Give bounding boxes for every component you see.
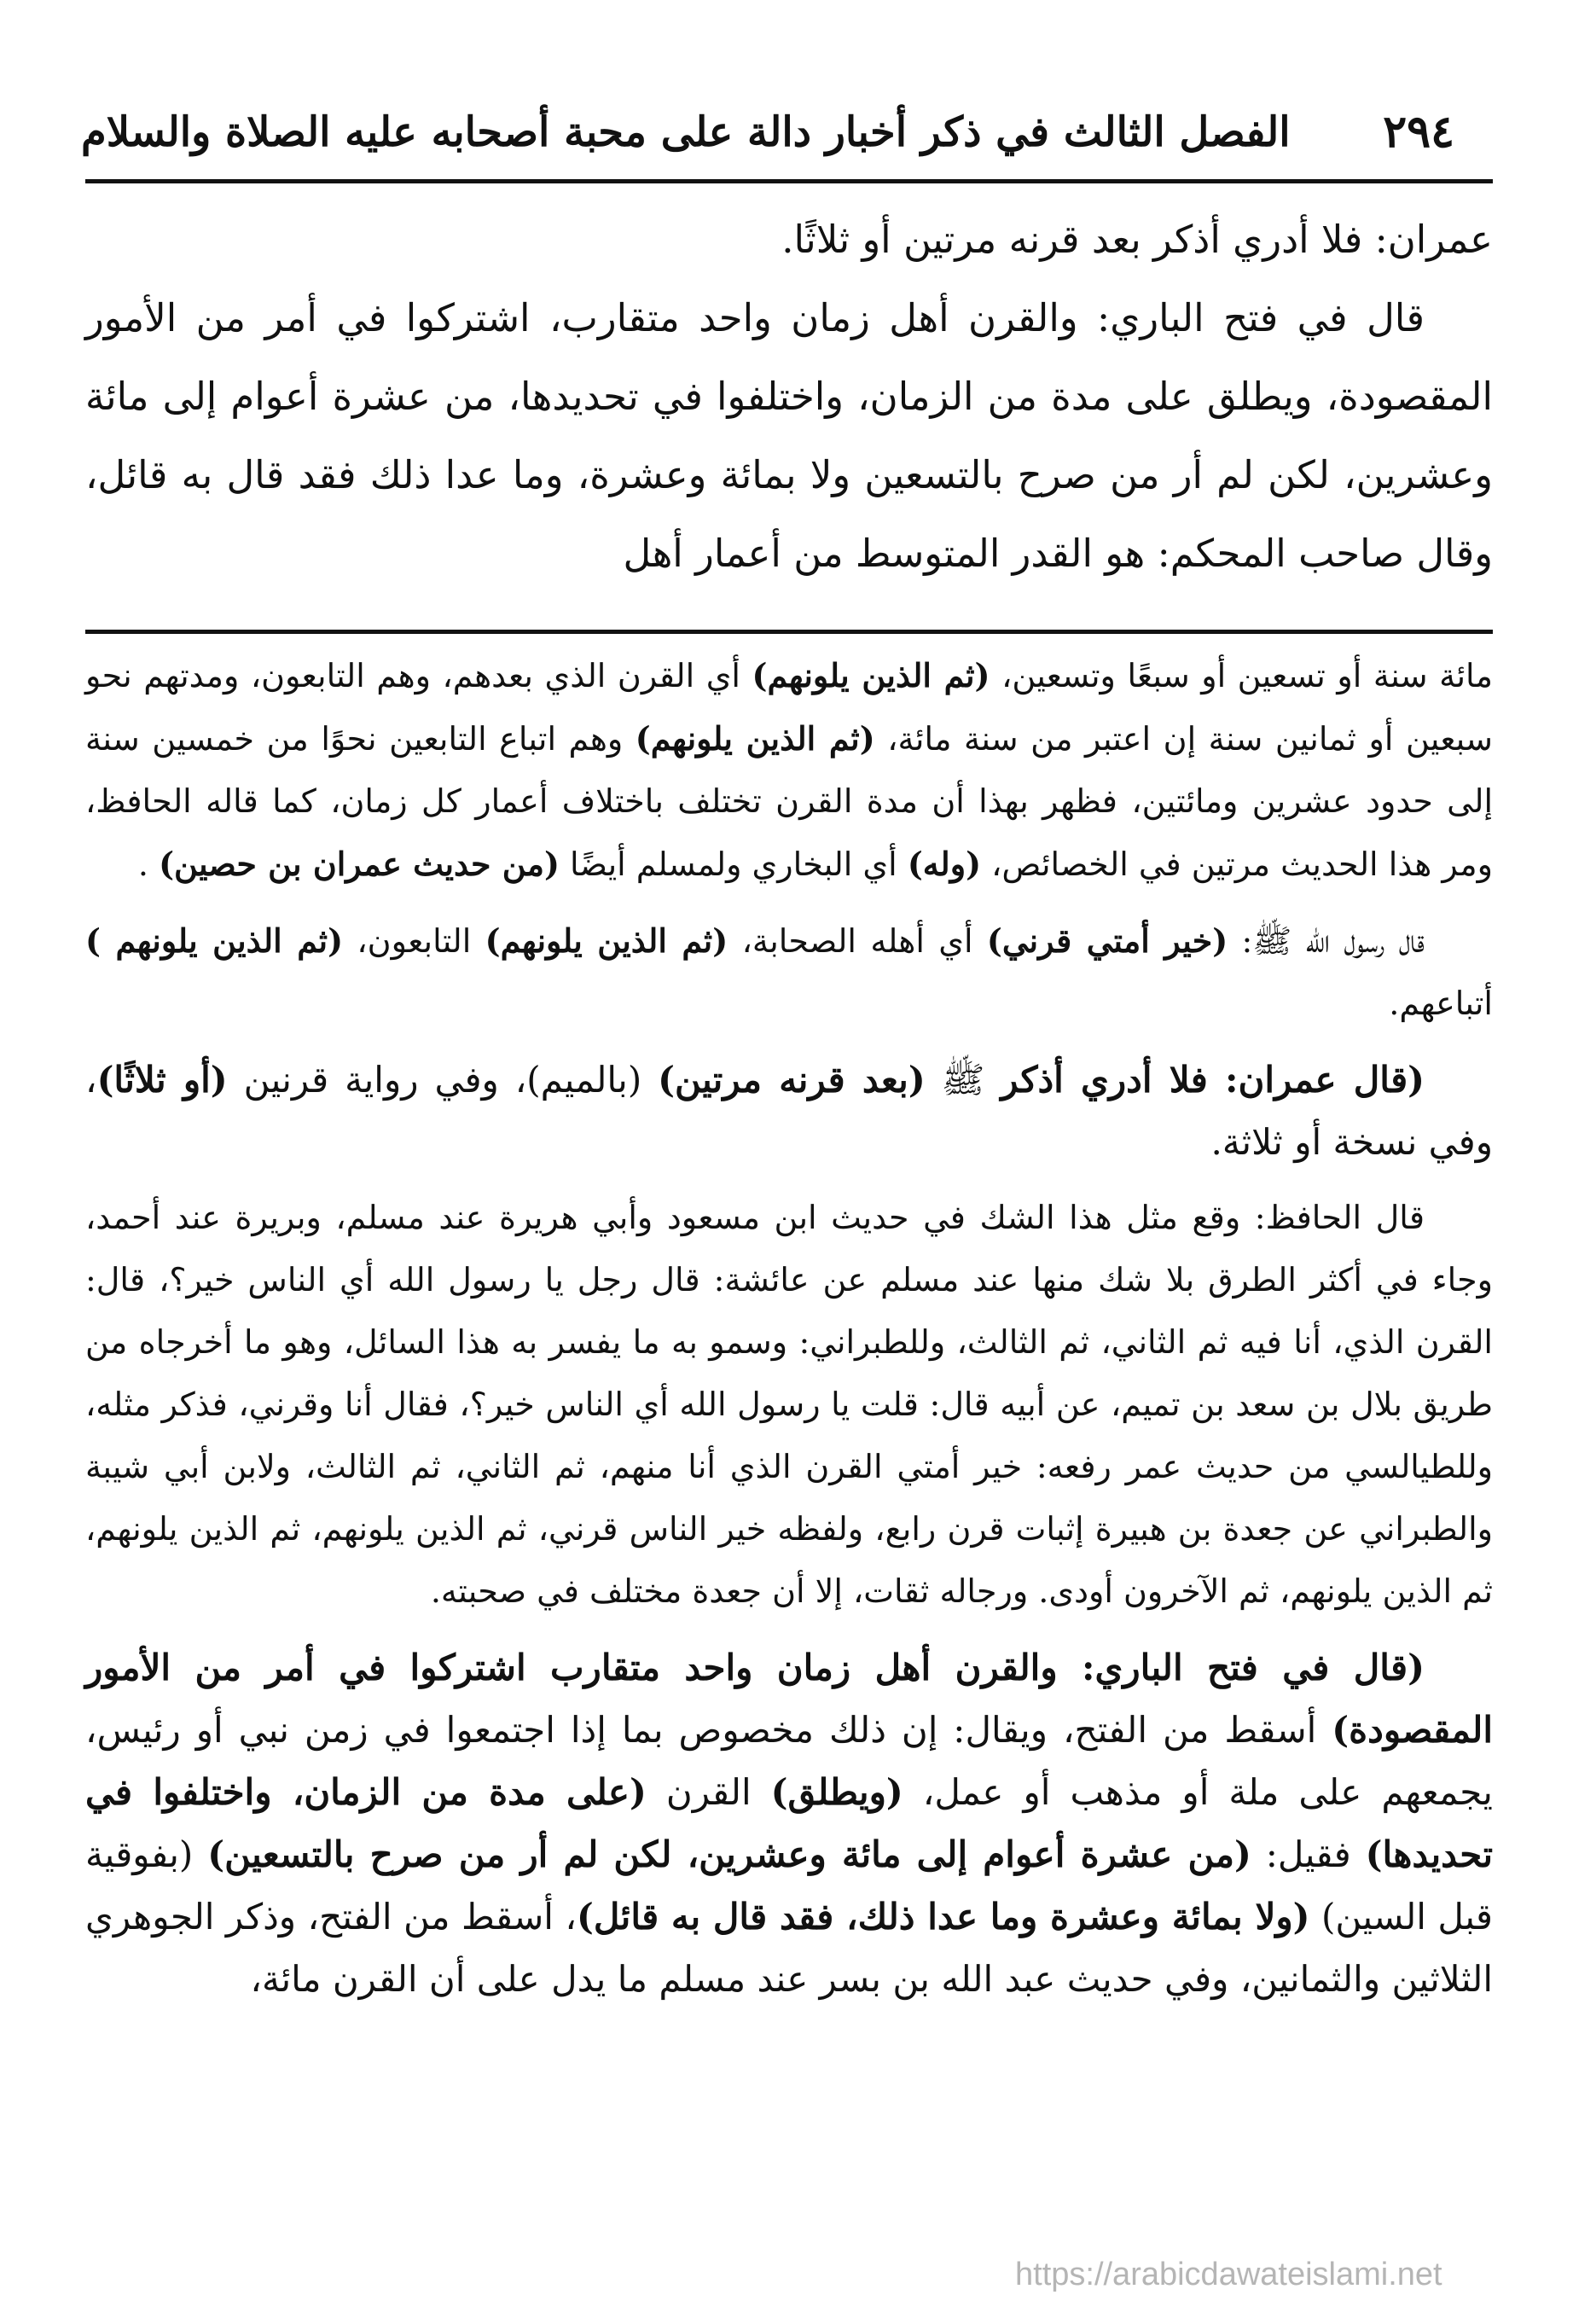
commentary-paragraph-1	[85, 644, 1493, 896]
quoted-phrase: (خير أمتي قرني)	[986, 921, 1228, 960]
text-run: (بفوقية قبل السين)	[85, 1833, 1493, 1938]
text-run: أي البخاري ولمسلم أيضًا	[559, 845, 908, 883]
quoted-phrase: (وله)	[907, 845, 982, 883]
text-run: أي أهله الصحابة،	[728, 922, 987, 960]
text-run: قال رسول الله ﷺ:	[1228, 922, 1425, 960]
quoted-phrase: (من حديث عمران بن حصين)	[159, 845, 560, 883]
main-text	[85, 200, 1493, 619]
main-paragraph-1: عمران: فلا أدري أذكر بعد قرنه مرتين أو ثلاثًا.	[781, 217, 1493, 262]
running-title: الفصل الثالث في ذكر أخبار دالة على محبة أصحابه عليه الصلاة والسلام	[81, 108, 1291, 156]
commentary-paragraph-5	[85, 1636, 1493, 2010]
quoted-phrase: (بعد قرنه مرتين)	[658, 1059, 926, 1101]
text-run: أي القرن الذي بعدهم، وهم التابعون، ومدتهم نحو سبعين أو ثمانين سنة إن اعتبر من سنة مائة،	[85, 657, 1493, 758]
text-run: مائة سنة أو تسعين أو سبعًا وتسعين،	[990, 657, 1493, 694]
text-run: القرن	[646, 1771, 771, 1813]
quoted-phrase: (أو ثلاثًا)	[96, 1059, 228, 1101]
quoted-phrase: (ثم الذين يلونهم)	[752, 656, 990, 694]
text-run: (بالميم)، وفي رواية قرنين	[227, 1059, 659, 1101]
text-run: ، وفي نسخة أو ثلاثة.	[85, 1059, 1493, 1163]
text-run: ، أسقط من الفتح، وذكر الجوهري الثلاثين والثمانين، وفي حديث عبد الله بن بسر عند مسلم ما يدل على أن القرن مائة،	[85, 1896, 1493, 2000]
quoted-phrase: (قال في فتح الباري: والقرن أهل زمان واحد متقارب اشتركوا في أمر من الأمور المقصودة)	[85, 1647, 1493, 1751]
commentary-paragraph-3	[85, 1049, 1493, 1173]
quoted-phrase: (قال عمران: فلا أدري أذكر	[1001, 1059, 1425, 1101]
quoted-phrase: (من عشرة أعوام إلى مائة وعشرين، لكن لم أر من صرح بالتسعين)	[207, 1833, 1251, 1875]
quoted-phrase: (على مدة من الزمان، واختلفوا في تحديدها)	[85, 1771, 1494, 1875]
commentary-rule	[85, 630, 1493, 634]
commentary-paragraph-4: قال الحافظ: وقع مثل هذا الشك في حديث ابن مسعود وأبي هريرة عند مسلم، وبريرة عند أحمد، وجاء في أكثر الطرق بلا شك منها عند مسلم عن عائشة: قال رجل يا رسول الله أي الناس خير؟، قال: القرن الذي، أنا فيه ثم الثاني، ثم الثالث، وللطبراني: وسمو به ما يفسر به هذا السائل، وهو ما أخرجاه من طريق بلال بن سعد بن تميم، عن أبيه قال: قلت يا رسول الله أي الناس خير؟، فقال أنا وقرني، فذكر مثله، وللطيالسي من حديث عمر رفعه: خير أمتي القرن الذي أنا منهم، ثم الثاني، ثم الثالث، ولابن أبي شيبة والطبراني عن جعدة بن هبيرة إثبات قرن رابع، ولفظه خير الناس قرني، ثم الذين يلونهم، ثم الذين يلونهم، ثم الذين يلونهم، ثم الآخرون أودى. ورجاله ثقات، إلا أن جعدة مختلف في صحبته.	[85, 1199, 1493, 1610]
quoted-phrase: (ثم الذين يلونهم)	[485, 921, 728, 960]
header-rule	[85, 179, 1493, 183]
text-run: أسقط من الفتح، ويقال: إن ذلك مخصوص بما إذا اجتمعوا في زمن نبي أو رئيس، يجمعهم على ملة أو مذهب أو عمل،	[85, 1709, 1493, 1813]
page-header	[81, 94, 1480, 175]
commentary-paragraph-2	[85, 909, 1493, 1035]
watermark-url: https://arabicdawateislami.net	[1015, 2257, 1442, 2292]
quoted-phrase: (ويطلق)	[770, 1771, 903, 1813]
text-run: ﷺ	[925, 1059, 1001, 1101]
quoted-phrase: (ثم الذين يلونهم)	[635, 719, 875, 758]
text-run: .	[137, 845, 160, 883]
text-run: أتباعهم.	[1389, 985, 1493, 1022]
text-run: التابعون،	[343, 922, 485, 960]
text-run: وهم اتباع التابعين نحوًا من خمسين سنة إلى حدود عشرين ومائتين، فظهر بهذا أن مدة القرن تختلف باختلاف أعمار كل زمان، كما قاله الحافظ، ومر هذا الحديث مرتين في الخصائص،	[85, 720, 1493, 883]
commentary-text	[85, 644, 1493, 2248]
main-paragraph-2: قال في فتح الباري: والقرن أهل زمان واحد متقارب، اشتركوا في أمر من الأمور المقصودة، ويطلق على مدة من الزمان، واختلفوا في تحديدها، من عشرة أعوام إلى مائة وعشرين، لكن لم أر من صرح بالتسعين ولا بمائة وعشرة، وما عدا ذلك فقد قال به قائل، وقال صاحب المحكم: هو القدر المتوسط من أعمار أهل	[85, 295, 1493, 576]
quoted-phrase: (ثم الذين يلونهم )	[85, 921, 344, 960]
page-number: ٢٩٤	[1383, 106, 1454, 158]
quoted-phrase: (ولا بمائة وعشرة وما عدا ذلك، فقد قال به قائل)	[576, 1896, 1310, 1938]
text-run: فقيل:	[1251, 1833, 1366, 1875]
